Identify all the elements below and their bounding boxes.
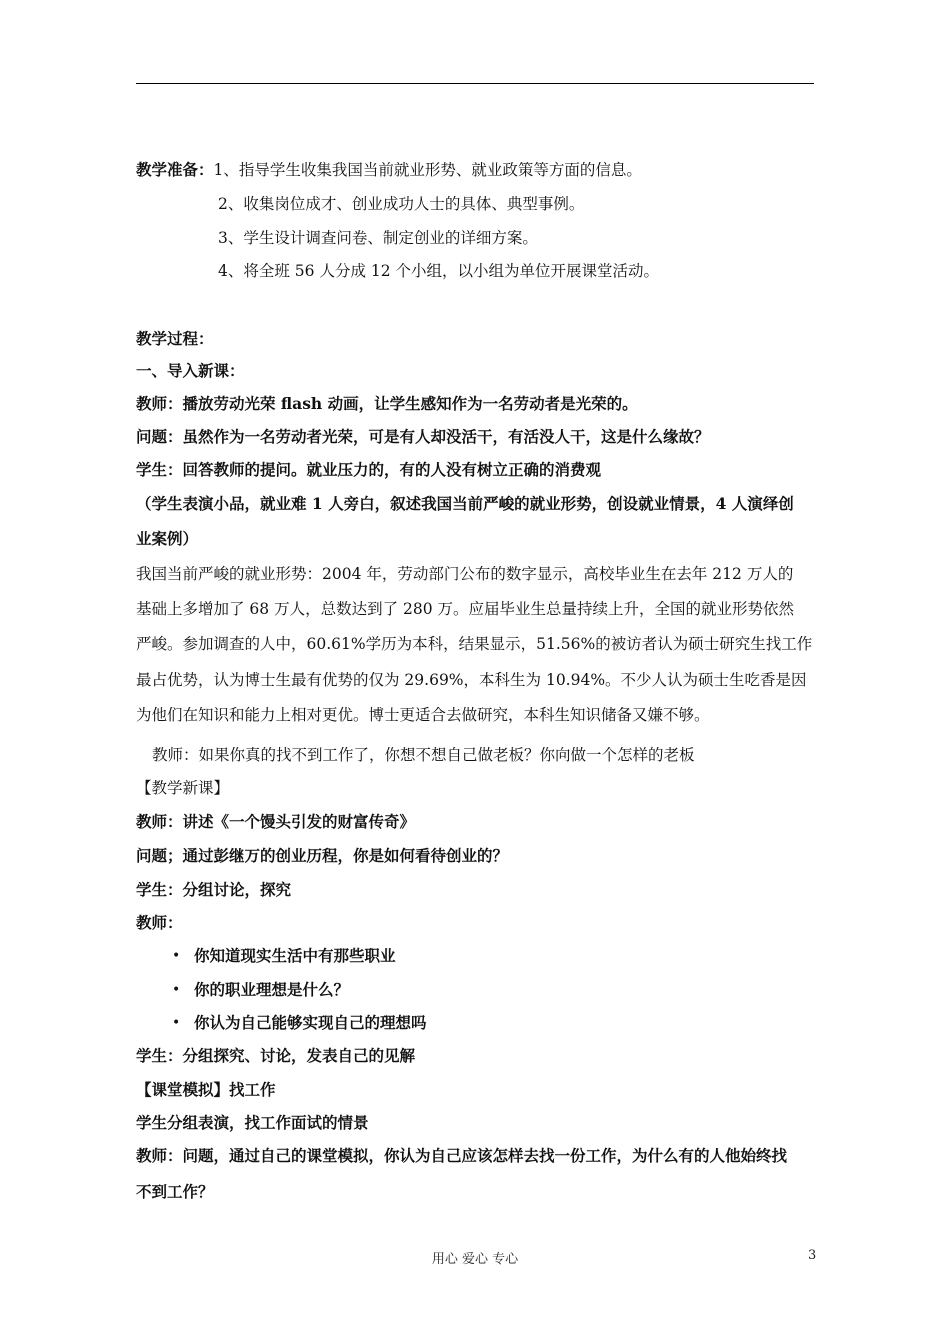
teacher-line-2: 教师：如果你真的找不到工作了，你想不想自己做老板？你向做一个怎样的老板 xyxy=(152,746,695,764)
paragraph-line-4: 最占优势，认为博士生最有优势的仅为 29.69%，本科生为 10.94%。不少人认为硕士生吃香是因 xyxy=(136,671,807,689)
prep-item-1: 1、指导学生收集我国当前就业形势、就业政策等方面的信息。 xyxy=(213,161,642,179)
page-number: 3 xyxy=(808,1248,817,1263)
prep-item-4: 4、将全班 56 人分成 12 个小组，以小组为单位开展课堂活动。 xyxy=(218,262,660,280)
paragraph-line-3: 严峻。参加调查的人中，60.61%学历为本科，结果显示，51.56%的被访者认为硕士研究生找工作 xyxy=(136,635,813,653)
paragraph-line-5: 为他们在知识和能力上相对更优。博士更适合去做研究，本科生知识储备又嫌不够。 xyxy=(136,706,710,724)
skit-note-line-2: 业案例） xyxy=(136,529,199,548)
section-intro-heading: 一、导入新课： xyxy=(136,361,245,380)
process-heading: 教学过程： xyxy=(136,329,214,348)
header-rule xyxy=(136,83,814,84)
paragraph-line-1: 我国当前严峻的就业形势：2004 年，劳动部门公布的数字显示，高校毕业生在去年 212 万人的 xyxy=(136,565,794,583)
question-line-1: 问题：虽然作为一名劳动者光荣，可是有人却没活干，有活没人干，这是什么缘故？ xyxy=(136,427,710,446)
teacher-line-5a: 教师：问题，通过自己的课堂模拟，你认为自己应该怎样去找一份工作，为什么有的人他始终找 xyxy=(136,1146,788,1165)
bullet-item-2: 你的职业理想是什么？ xyxy=(194,980,350,999)
teacher-line-3: 教师：讲述《一个馒头引发的财富传奇》 xyxy=(136,812,416,831)
bullet-item-1: 你知道现实生活中有那些职业 xyxy=(194,946,396,965)
prep-item-2: 2、收集岗位成才、创业成功人士的具体、典型事例。 xyxy=(218,195,585,213)
student-line-2: 学生：分组讨论，探究 xyxy=(136,880,292,899)
prep-line-1 xyxy=(136,160,642,180)
bullet-marker: • xyxy=(172,982,181,998)
teacher-line-4: 教师： xyxy=(136,913,183,932)
skit-note-line-1: （学生表演小品，就业难 1 人旁白，叙述我国当前严峻的就业形势，创设就业情景，4 人演绎创 xyxy=(136,494,794,513)
bullet-marker: • xyxy=(172,1015,181,1031)
footer-motto: 用心 爱心 专心 xyxy=(431,1252,519,1267)
prep-item-3: 3、学生设计调查问卷、制定创业的详细方案。 xyxy=(218,229,538,247)
student-line-4: 学生分组表演，找工作面试的情景 xyxy=(136,1113,369,1132)
bullet-marker: • xyxy=(172,948,181,964)
teacher-line-5b: 不到工作？ xyxy=(136,1182,214,1201)
student-line-1: 学生：回答教师的提问。就业压力的，有的人没有树立正确的消费观 xyxy=(136,460,602,479)
student-line-3: 学生：分组探究、讨论，发表自己的见解 xyxy=(136,1046,416,1065)
question-line-2: 问题；通过彭继万的创业历程，你是如何看待创业的？ xyxy=(136,846,509,865)
bullet-item-3: 你认为自己能够实现自己的理想吗 xyxy=(194,1013,427,1032)
simulation-heading: 【课堂模拟】找工作 xyxy=(136,1080,276,1099)
teacher-line-1: 教师：播放劳动光荣 flash 动画，让学生感知作为一名劳动者是光荣的。 xyxy=(136,394,638,413)
prep-label: 教学准备： xyxy=(136,160,214,179)
paragraph-line-2: 基础上多增加了 68 万人，总数达到了 280 万。应届毕业生总量持续上升，全国的就业形势依然 xyxy=(136,600,795,618)
new-lesson-heading: 【教学新课】 xyxy=(136,779,230,797)
